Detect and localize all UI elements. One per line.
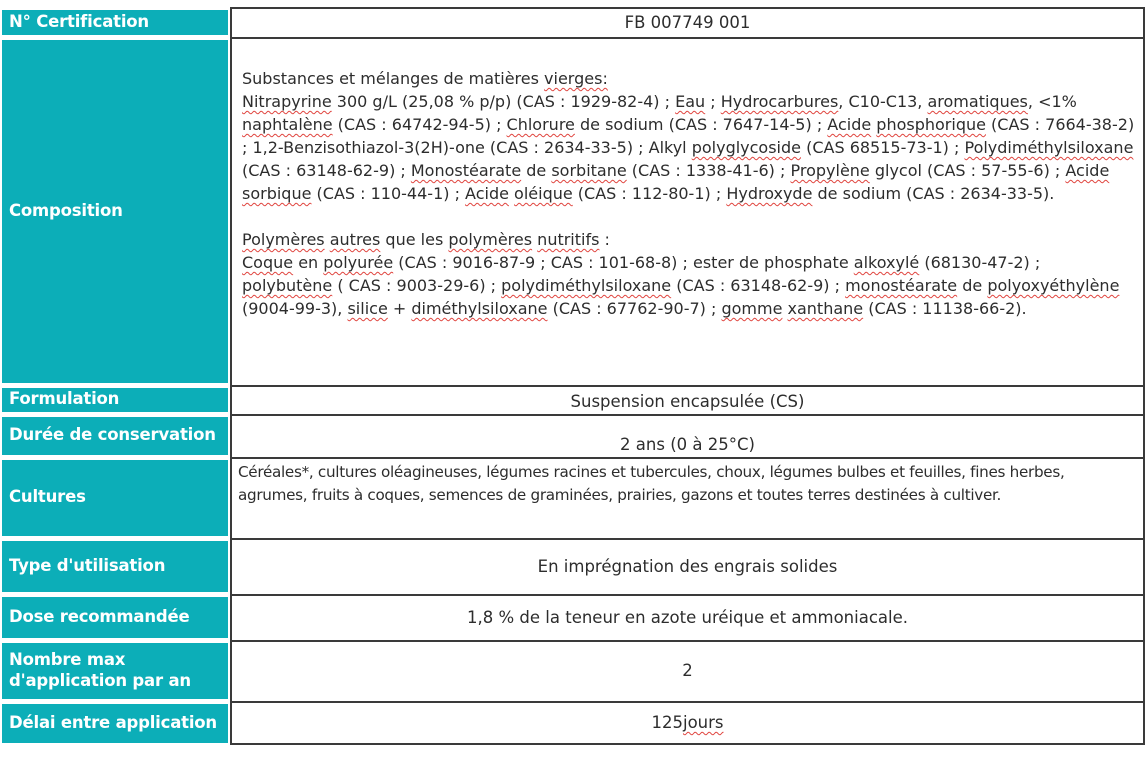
- misspelled-word: Acide: [465, 184, 509, 203]
- text-segment: (68130-47-2) ;: [919, 253, 1041, 272]
- misspelled-word: phosphorique: [876, 115, 986, 134]
- certification-number: FB 007749 001: [624, 12, 751, 32]
- table-row-shelf-life: [0, 414, 1145, 457]
- row-label: Formulation: [9, 389, 120, 409]
- misspelled-word: Nitrapyrine: [242, 92, 332, 111]
- text-segment: , <1%: [1027, 92, 1077, 111]
- row-header-wrap: [0, 538, 230, 594]
- row-header-wrap: [0, 701, 230, 745]
- row-label: Type d'utilisation: [9, 555, 166, 575]
- row-label: Cultures: [9, 487, 86, 507]
- usage-type-value: En imprégnation des engrais solides: [537, 556, 838, 576]
- cultures-cell: [230, 457, 1145, 538]
- misspelled-word: polyurée: [323, 253, 394, 272]
- table-row-certification: [0, 7, 1145, 37]
- text-segment: +: [387, 299, 412, 318]
- certification-number-cell: [230, 7, 1145, 37]
- text-segment: en: [293, 253, 324, 272]
- table-row-recommended-dose: [0, 594, 1145, 640]
- text-segment: de sodium (CAS : 7647-14-5) ;: [574, 115, 828, 134]
- row-header-certification: [2, 10, 228, 35]
- text-segment: (CAS : 11138-66-2).: [863, 299, 1027, 318]
- row-header-wrap: [0, 385, 230, 414]
- misspelled-word: sorbique: [242, 184, 312, 203]
- row-header-wrap: [0, 37, 230, 385]
- text-segment: (CAS : 112-80-1) ;: [572, 184, 727, 203]
- formulation-value: Suspension encapsulée (CS): [570, 391, 805, 411]
- row-header-wrap: [0, 594, 230, 640]
- row-header-wrap: [0, 414, 230, 457]
- row-header-wrap: [0, 7, 230, 37]
- table-row-max-applications: [0, 640, 1145, 701]
- text-segment: (9004-99-3),: [242, 299, 348, 318]
- misspelled-word: autres: [329, 230, 381, 249]
- misspelled-word: Propylène: [790, 161, 870, 180]
- misspelled-word: aromatiques: [927, 92, 1028, 111]
- table-row-application-interval: [0, 701, 1145, 745]
- recommended-dose-value: 1,8 % de la teneur en azote uréique et ammoniacale.: [467, 607, 908, 627]
- row-label: Dose recommandée: [9, 606, 190, 626]
- misspelled-word: nutritifs: [537, 230, 600, 249]
- recommended-dose-cell: [230, 594, 1145, 640]
- text-segment: (CAS : 110-44-1) ;: [311, 184, 466, 203]
- misspelled-word: oléique: [514, 184, 573, 203]
- misspelled-word: Eau: [675, 92, 706, 111]
- composition-text-cell: [230, 37, 1145, 385]
- row-header-formulation: [2, 388, 228, 412]
- misspelled-word: Acide: [827, 115, 872, 134]
- misspelled-word: Acide: [1065, 161, 1110, 180]
- text-segment: ;: [705, 92, 721, 111]
- text-segment: de: [957, 276, 988, 295]
- text-segment: (CAS : 67762-90-7) ;: [547, 299, 722, 318]
- row-label: Délai entre application: [9, 712, 217, 732]
- misspelled-word: diméthylsiloxane: [411, 299, 548, 318]
- misspelled-word: Chlorure: [506, 115, 575, 134]
- misspelled-word: polymères: [448, 230, 533, 249]
- misspelled-word: Polydiméthylsiloxane: [964, 138, 1134, 157]
- application-interval-cell: [230, 701, 1145, 745]
- text-segment: Substances et mélanges de matières: [242, 69, 545, 88]
- text-segment: (CAS : 63148-62-9) ;: [242, 161, 411, 180]
- shelf-life-cell: [230, 414, 1145, 457]
- formulation-cell: [230, 385, 1145, 414]
- misspelled-word: Polymères: [242, 230, 325, 249]
- row-label: N° Certification: [9, 11, 149, 31]
- misspelled-word: polybutène: [242, 276, 333, 295]
- row-header-usage-type: [2, 541, 228, 592]
- misspelled-word: Coque: [242, 253, 294, 272]
- row-header-cultures: [2, 460, 228, 536]
- max-applications-value: 2: [682, 661, 693, 681]
- row-header-wrap: [0, 640, 230, 701]
- table-row-composition: [0, 37, 1145, 385]
- misspelled-word: silice: [347, 299, 388, 318]
- table-row-usage-type: [0, 538, 1145, 594]
- misspelled-word: Hydrocarbures: [720, 92, 839, 111]
- misspelled-word: sorbitane: [551, 161, 627, 180]
- text-segment: glycol (CAS : 57-55-6) ;: [869, 161, 1066, 180]
- row-label: Nombre max d'application par an: [9, 649, 191, 690]
- misspelled-word: xanthane: [787, 299, 864, 318]
- misspelled-word: polydiméthylsiloxane: [501, 276, 672, 295]
- text-segment: (CAS : 1338-41-6) ;: [626, 161, 791, 180]
- table-row-formulation: [0, 385, 1145, 414]
- usage-type-cell: [230, 538, 1145, 594]
- max-applications-cell: [230, 640, 1145, 701]
- text-segment: :: [599, 230, 610, 249]
- misspelled-word: gomme: [721, 299, 783, 318]
- text-segment: (CAS : 9016-87-9 ; CAS : 101-68-8) ; ester de phosphate: [393, 253, 854, 272]
- text-segment: ( CAS : 9003-29-6) ;: [332, 276, 502, 295]
- row-header-application-interval: [2, 704, 228, 743]
- misspelled-word: Monostéarate: [410, 161, 522, 180]
- misspelled-word: alkoxylé: [853, 253, 920, 272]
- misspelled-word: monostéarate: [845, 276, 958, 295]
- text-segment: (CAS : 64742-94-5) ;: [332, 115, 507, 134]
- text-segment: (CAS : 63148-62-9) ;: [671, 276, 846, 295]
- misspelled-word: polyglycoside: [691, 138, 801, 157]
- row-label: Composition: [9, 200, 123, 220]
- text-segment: 300 g/L (25,08 % p/p) (CAS : 1929-82-4) ;: [331, 92, 676, 111]
- misspelled-word: jours: [682, 712, 724, 732]
- cultures-value: Céréales*, cultures oléagineuses, légumes racines et tubercules, choux, légumes bulbes et feuilles, fines herbes, agrumes, fruits à coques, semences de graminées, prairies, gazons et toutes terres destinées à cultiver.: [238, 463, 1065, 504]
- row-header-recommended-dose: [2, 597, 228, 638]
- row-header-composition: [2, 40, 228, 383]
- row-header-max-applications: [2, 643, 228, 699]
- misspelled-word: vierges:: [544, 69, 608, 88]
- text-segment: (CAS 68515-73-1) ;: [801, 138, 965, 157]
- text-segment: que les: [380, 230, 449, 249]
- row-header-shelf-life: [2, 417, 228, 455]
- text-segment: 125: [651, 712, 683, 732]
- text-segment: (CAS : 7664-38-2) ; 1,2-Benzisothiazol-3(2H)-one (CAS : 2634-33-5) ; Alkyl: [242, 115, 1135, 157]
- table-row-cultures: [0, 457, 1145, 538]
- row-label: Durée de conservation: [9, 425, 216, 445]
- misspelled-word: Hydroxyde: [726, 184, 813, 203]
- text-segment: , C10-C13,: [838, 92, 928, 111]
- text-segment: de: [521, 161, 552, 180]
- text-segment: de sodium (CAS : 2634-33-5).: [812, 184, 1055, 203]
- misspelled-word: polyoxyéthylène: [987, 276, 1120, 295]
- row-header-wrap: [0, 457, 230, 538]
- shelf-life-value: 2 ans (0 à 25°C): [620, 434, 755, 454]
- misspelled-word: naphtalène: [242, 115, 333, 134]
